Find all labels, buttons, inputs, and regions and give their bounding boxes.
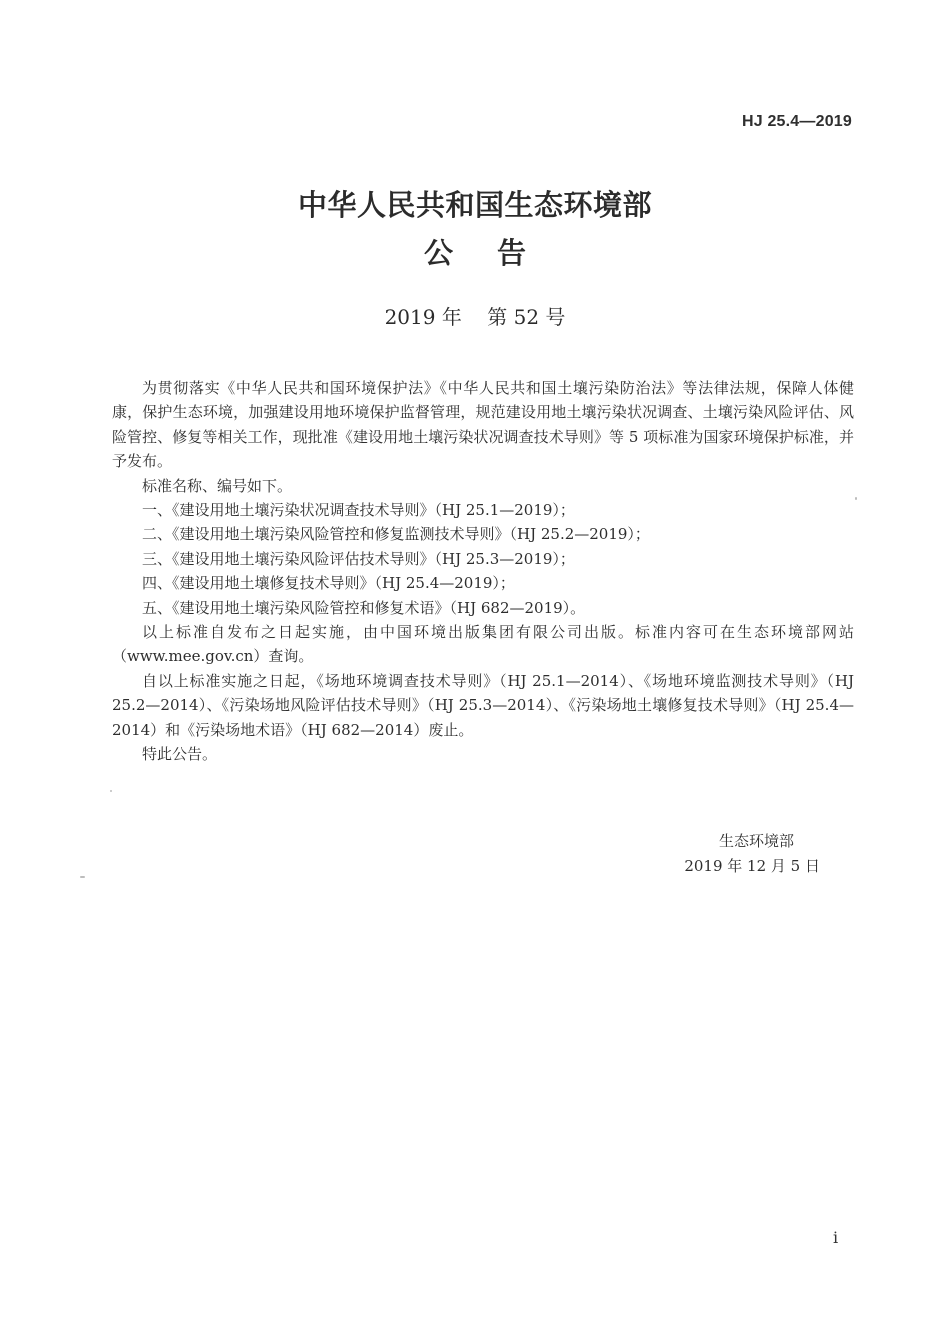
announcement-heading: 公告 <box>423 236 570 270</box>
paragraph-intro: 为贯彻落实《中华人民共和国环境保护法》《中华人民共和国土壤污染防治法》等法律法规，保障人体健康，保护生态环境，加强建设用地环境保护监督管理，规范建设用地土壤污染状况调查、土壤污染风险评估、风险管控、修复等相关工作，现批准《建设用地土壤污染状况调查技术导则》等 5 项标准为国家环境保护标准，并予发布。 <box>112 379 854 471</box>
scan-speck <box>855 497 857 500</box>
issue-line <box>0 301 950 330</box>
scan-speck <box>80 876 85 878</box>
standard-item-3: 三、《建设用地土壤污染风险评估技术导则》（HJ 25.3—2019）； <box>142 549 575 568</box>
ministry-title: 中华人民共和国生态环境部 <box>297 188 652 222</box>
standard-item-2: 二、《建设用地土壤污染风险管控和修复监测技术导则》（HJ 25.2—2019）； <box>142 525 650 544</box>
standard-code: HJ 25.4—2019 <box>741 113 852 130</box>
signing-date: 2019 年 12 月 5 日 <box>684 857 820 875</box>
paragraph-list-intro: 标准名称、编号如下。 <box>142 476 293 495</box>
issue-year: 2019 年 <box>384 305 462 329</box>
paragraph-repeal: 自以上标准实施之日起，《场地环境调查技术导则》（HJ 25.1—2014）、《场地环境监测技术导则》（HJ 25.2—2014）、《污染场地风险评估技术导则》（HJ 25.3—2014）、《污染场地土壤修复技术导则》（HJ 25.4—2014）和《污染场地术语》（HJ 682—2014）废止。 <box>112 671 854 739</box>
paragraph-effective: 以上标准自发布之日起实施，由中国环境出版集团有限公司出版。标准内容可在生态环境部网站（www.mee.gov.cn）查询。 <box>112 623 854 666</box>
paragraph-closing: 特此公告。 <box>142 745 218 764</box>
issue-number: 第 52 号 <box>487 305 566 329</box>
page-number: i <box>833 1228 839 1247</box>
signature-block <box>684 829 820 879</box>
standard-item-4: 四、《建设用地土壤修复技术导则》（HJ 25.4—2019）； <box>142 574 515 593</box>
standard-item-5: 五、《建设用地土壤污染风险管控和修复术语》（HJ 682—2019）。 <box>142 598 586 617</box>
announcement-body <box>112 376 854 767</box>
scan-speck <box>110 790 112 792</box>
standard-item-1: 一、《建设用地土壤污染状况调查技术导则》（HJ 25.1—2019）； <box>142 501 575 520</box>
signing-organization: 生态环境部 <box>718 832 794 850</box>
